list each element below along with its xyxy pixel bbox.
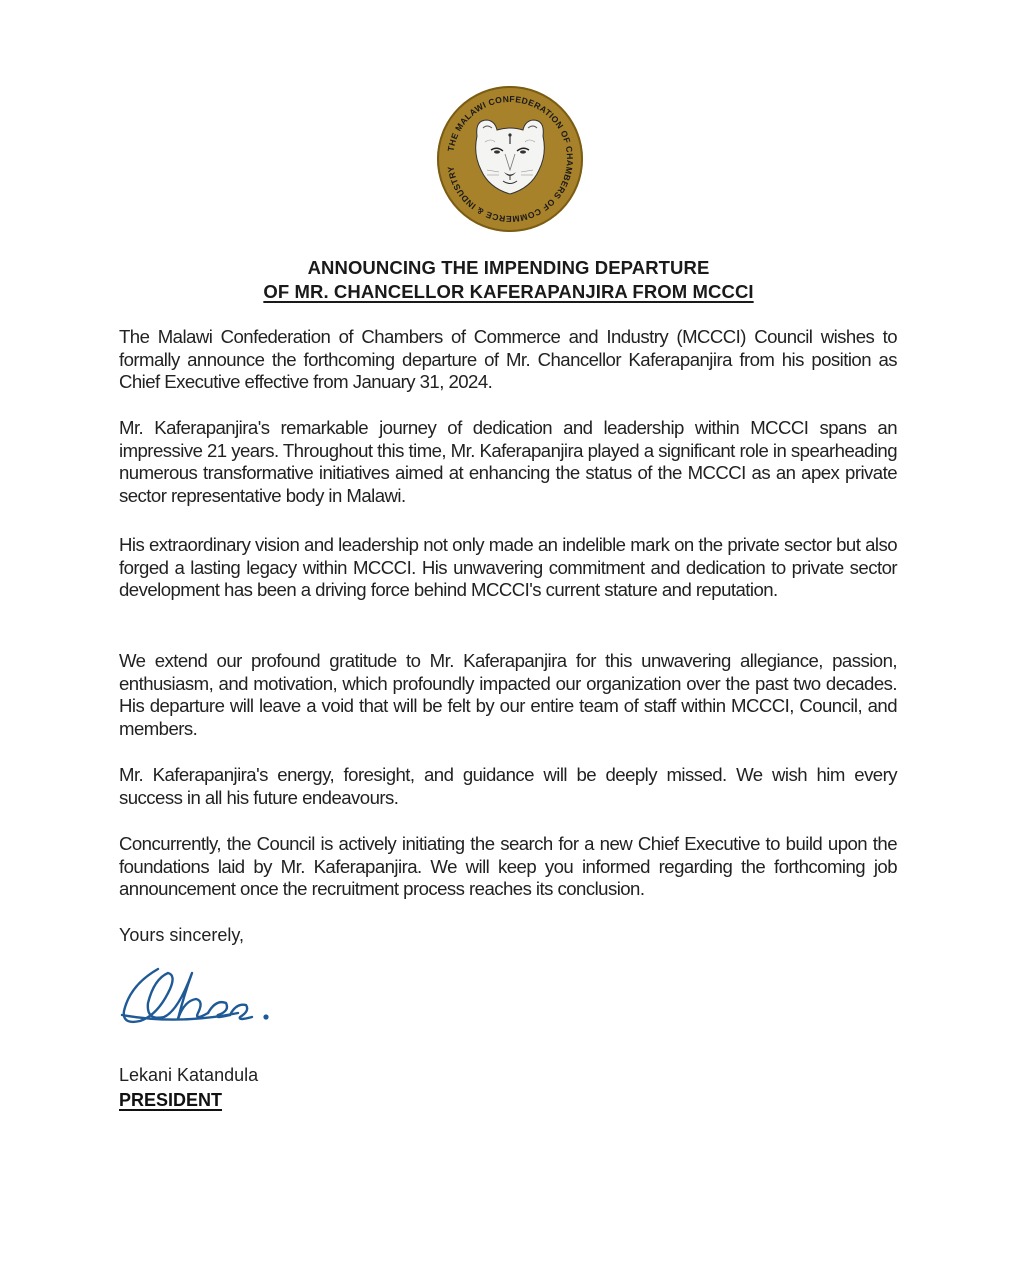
signature-icon <box>118 955 278 1035</box>
closing-salutation: Yours sincerely, <box>119 925 245 945</box>
heading-line-2-text: OF MR. CHANCELLOR KAFERAPANJIRA FROM MCCCI <box>263 281 754 302</box>
signer-title: PRESIDENT <box>119 1090 223 1110</box>
paragraph-text: Concurrently, the Council is actively initiating the search for a new Chief Executive to build upon the foundations laid by Mr. Kaferapanjira. We will keep you informed regarding the forthcoming job announcement once the recruitment process reaches its conclusion. <box>119 833 897 899</box>
paragraph-text: Mr. Kaferapanjira's remarkable journey of dedication and leadership within MCCCI spans an impressive 21 years. Throughout this time, Mr. Kaferapanjira played a significant role in spearheading numerous transformative initiatives aimed at enhancing the status of the MCCCI as an apex private sector representative body in Malawi. <box>119 417 897 506</box>
paragraph-announcement <box>119 326 897 394</box>
paragraph-text: We extend our profound gratitude to Mr. Kaferapanjira for this unwavering allegiance, passion, enthusiasm, and motivation, which profoundly impacted our organization over the past two decades. His departure will leave a void that will be felt by our entire team of staff within MCCCI, Council, and members. <box>119 650 897 739</box>
paragraph-text: His extraordinary vision and leadership not only made an indelible mark on the private sector but also forged a lasting legacy within MCCCI. His unwavering commitment and dedication to private sector development has been a driving force behind MCCCI's current stature and reputation. <box>119 534 897 600</box>
paragraph-legacy <box>119 534 897 602</box>
paragraph-recruitment <box>119 833 897 901</box>
signer-name: Lekani Katandula <box>119 1065 259 1085</box>
paragraph-farewell <box>119 764 897 809</box>
paragraph-text: Mr. Kaferapanjira's energy, foresight, and guidance will be deeply missed. We wish him every success in all his future endeavours. <box>119 764 897 808</box>
svg-text:THE MALAWI CONFEDERATION OF CH: THE MALAWI CONFEDERATION OF CHAMBERS OF COMMERCE & INDUSTRY <box>445 93 576 225</box>
heading-line-2 <box>0 281 1017 303</box>
paragraph-gratitude <box>119 650 897 740</box>
mccci-logo-icon <box>435 84 585 234</box>
paragraph-text: The Malawi Confederation of Chambers of Commerce and Industry (MCCCI) Council wishes to formally announce the forthcoming departure of Mr. Chancellor Kaferapanjira from his position as Chief Executive effective from January 31, 2024. <box>119 326 897 392</box>
paragraph-tenure <box>119 417 897 507</box>
heading-line-1: ANNOUNCING THE IMPENDING DEPARTURE <box>307 257 710 278</box>
